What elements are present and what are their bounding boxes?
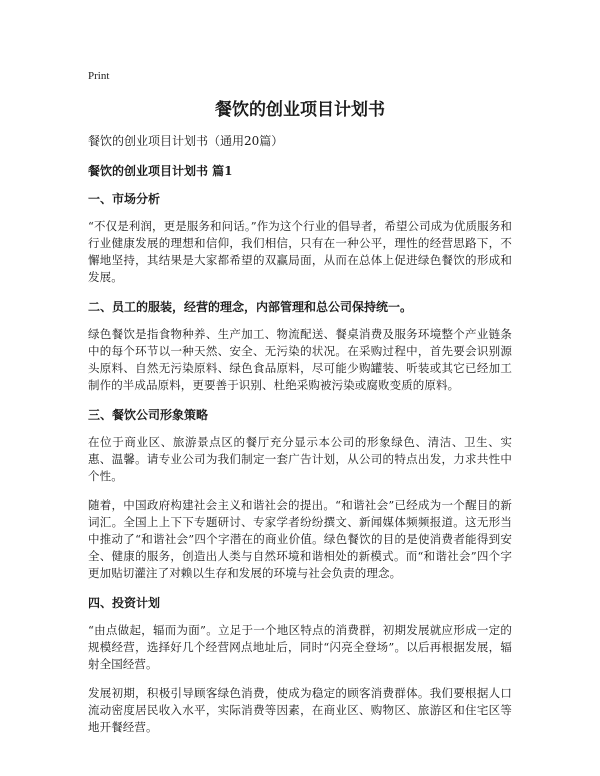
section-investment-plan — [88, 594, 512, 736]
print-link[interactable]: Print — [88, 70, 110, 82]
document-subtitle: 餐饮的创业项目计划书（通用20篇） — [88, 134, 284, 148]
article-title: 餐饮的创业项目计划书 篇1 — [88, 164, 233, 178]
section-market-analysis — [88, 190, 512, 286]
paragraph: 随着，中国政府构建社会主义和谐社会的提出。“和谐社会”已经成为一个醒目的新词汇。全国上上下下专题研讨、专家学者纷纷撰文、新闻媒体频频报道。这无形当中推动了“和谐社会”四个字潜在的商业价值。绿色餐饮的目的是使消费者能得到安全、健康的服务，创造出人类与自然环境和谐相处的新模式。而“和谐社会”四个字更加贴切灌注了对赖以生存和发展的环境与社会负责的理念。 — [88, 498, 512, 580]
section-heading: 二、员工的服装，经营的理念，内部管理和总公司保持统一。 — [88, 300, 413, 314]
paragraph: “由点做起，辐而为面”。立足于一个地区特点的消费群，初期发展就应形成一定的规模经营，选择好几个经营网点地址后，同时“闪亮全登场”。以后再根据发展，辐射全国经营。 — [88, 623, 512, 671]
paragraph: 发展初期，积极引导顾客绿色消费，使成为稳定的顾客消费群体。我们要根据人口流动密度居民收入水平，实际消费等因素，在商业区、购物区、旅游区和住宅区等地开餐经营。 — [88, 686, 512, 734]
paragraph: 绿色餐饮是指食物种养、生产加工、物流配送、餐桌消费及服务环境整个产业链条中的每个环节以一种天然、安全、无污染的状况。在采购过程中，首先要会识别源头原料、自然无污染原料、绿色食品原料，尽可能少购罐装、听装或其它已经加工制作的半成品原料，更要善于识别、杜绝采购被污染或腐败变质的原料。 — [88, 327, 512, 392]
section-heading: 一、市场分析 — [88, 192, 161, 206]
paragraph: “不仅是利润，更是服务和问话。”作为这个行业的倡导者，希望公司成为优质服务和行业健康发展的理想和信仰，我们相信，只有在一种公平，理性的经营思路下，不懈地坚持，其结果是大家都希望的双赢局面，从而在总体上促进绿色餐饮的形成和发展。 — [88, 219, 512, 284]
document-title: 餐饮的创业项目计划书 — [215, 100, 385, 120]
section-staff-management — [88, 298, 512, 394]
section-heading: 四、投资计划 — [88, 596, 161, 610]
section-image-strategy — [88, 406, 512, 582]
section-heading: 三、餐饮公司形象策略 — [88, 408, 209, 422]
paragraph: 在位于商业区、旅游景点区的餐厅充分显示本公司的形象绿色、清洁、卫生、实惠、温馨。请专业公司为我们制定一套广告计划，从公司的特点出发，力求共性中个性。 — [88, 435, 512, 483]
